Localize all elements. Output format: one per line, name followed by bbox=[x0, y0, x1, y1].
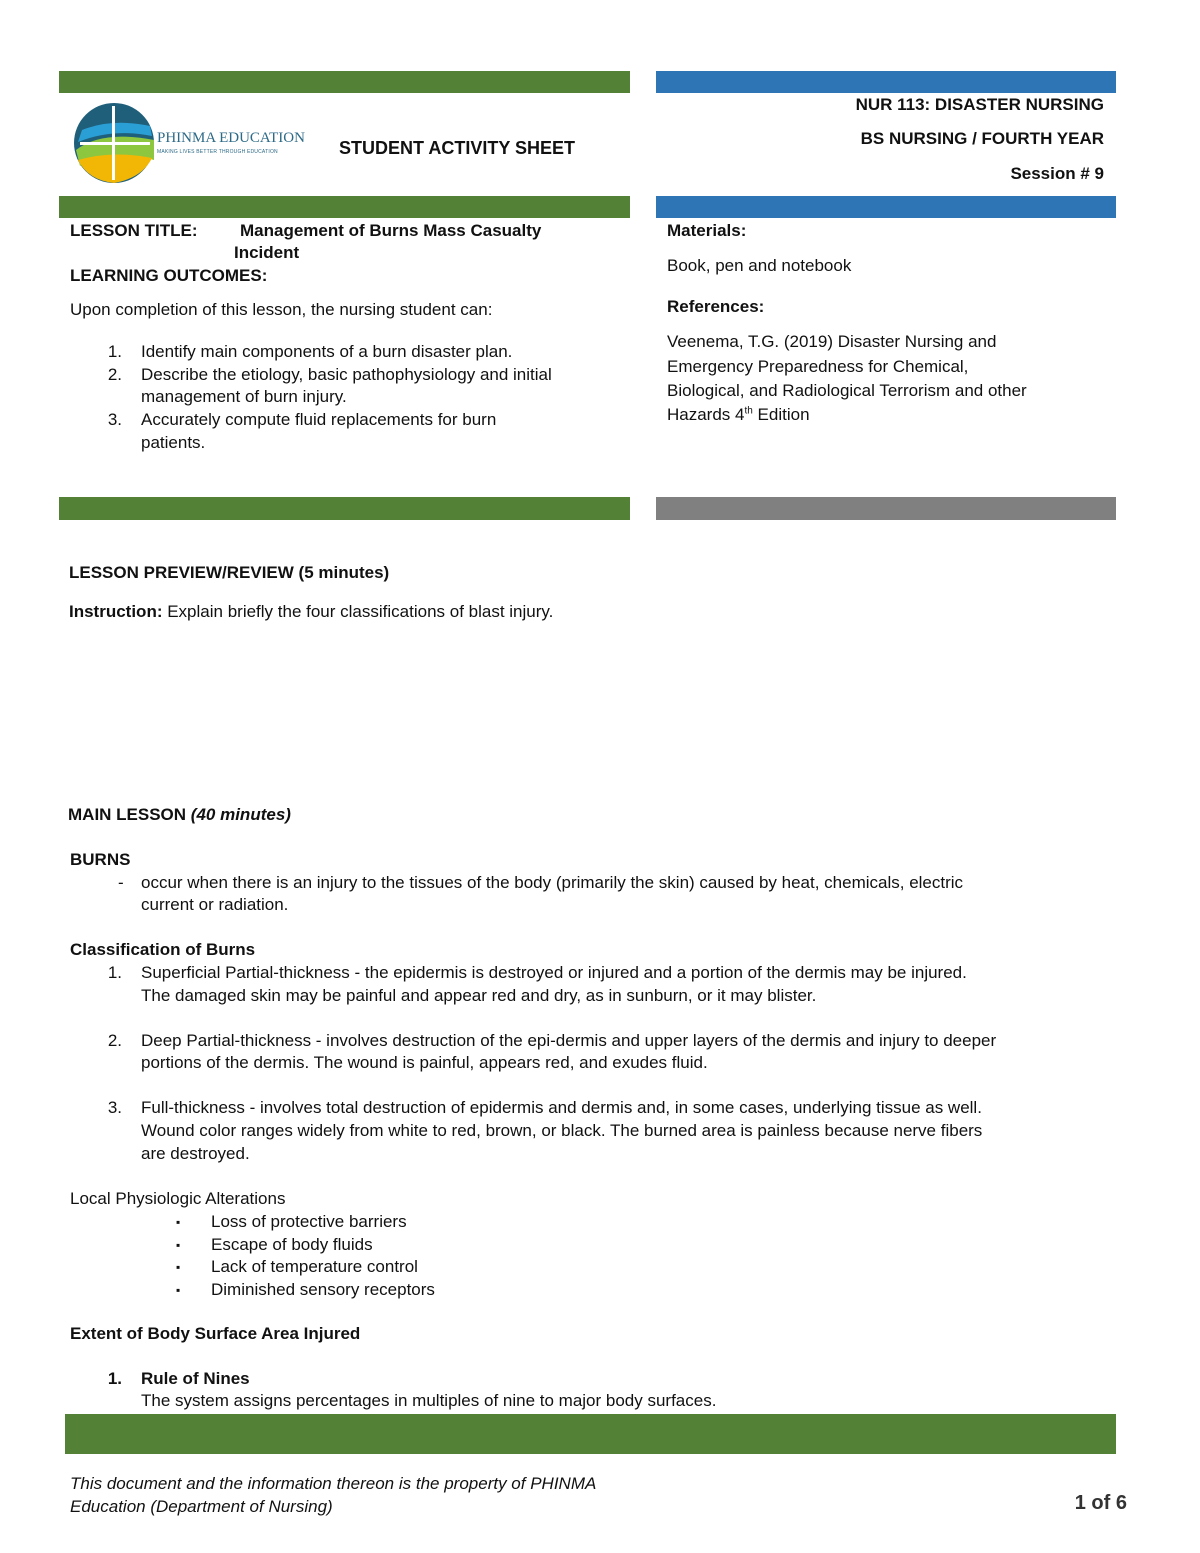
lesson-title-line1: Management of Burns Mass Casualty bbox=[240, 221, 542, 240]
classification-number: 1. bbox=[107, 963, 122, 982]
divider-bar-right bbox=[656, 497, 1116, 520]
sheet-title: STUDENT ACTIVITY SHEET bbox=[339, 138, 576, 158]
alteration-item: Lack of temperature control bbox=[211, 1257, 418, 1276]
program-year: BS NURSING / FOURTH YEAR bbox=[860, 129, 1104, 148]
outcome-item: Accurately compute fluid replacements for burn bbox=[141, 410, 497, 429]
reference-line: Emergency Preparedness for Chemical, bbox=[667, 357, 969, 376]
bullet-icon: ▪ bbox=[176, 1238, 181, 1252]
lesson-preview-heading: LESSON PREVIEW/REVIEW (5 minutes) bbox=[69, 563, 390, 582]
instruction-label: Instruction: bbox=[69, 602, 163, 621]
burns-heading: BURNS bbox=[70, 850, 131, 869]
outcome-number: 1. bbox=[107, 342, 122, 361]
outcome-item: Identify main components of a burn disaster plan. bbox=[141, 342, 513, 361]
classification-item-cont: Wound color ranges widely from white to red, brown, or black. The burned area is painless because nerve fibers bbox=[141, 1121, 983, 1140]
bullet-icon: ▪ bbox=[176, 1283, 181, 1297]
outcome-number: 3. bbox=[107, 410, 122, 429]
classification-number: 3. bbox=[107, 1098, 122, 1117]
header-bar-right bbox=[656, 71, 1116, 93]
reference-edition-suffix: Edition bbox=[752, 405, 810, 424]
rule-number: 1. bbox=[107, 1369, 122, 1388]
reference-line: Biological, and Radiological Terrorism and other bbox=[667, 381, 1027, 400]
alterations-heading: Local Physiologic Alterations bbox=[70, 1189, 286, 1208]
reference-line-last bbox=[667, 404, 810, 426]
outcomes-intro: Upon completion of this lesson, the nursing student can: bbox=[70, 300, 493, 319]
classification-item-cont: are destroyed. bbox=[141, 1144, 250, 1163]
lesson-title-label: LESSON TITLE: bbox=[70, 221, 198, 240]
classification-item-cont: The damaged skin may be painful and appear red and dry, as in sunburn, or it may blister. bbox=[141, 986, 817, 1005]
references-label: References: bbox=[667, 297, 765, 316]
burns-dash: - bbox=[118, 873, 124, 892]
footer-notice-line1: This document and the information thereon is the property of PHINMA bbox=[70, 1474, 597, 1493]
outcome-item-cont: management of burn injury. bbox=[141, 387, 347, 406]
section-bar-right bbox=[656, 196, 1116, 218]
reference-edition-sup: th bbox=[744, 405, 753, 417]
main-lesson-heading bbox=[68, 804, 291, 826]
alteration-item: Diminished sensory receptors bbox=[211, 1280, 435, 1299]
header-bar-left bbox=[59, 71, 630, 93]
divider-bar-left bbox=[59, 497, 630, 520]
logo-tagline: MAKING LIVES BETTER THROUGH EDUCATION bbox=[157, 149, 278, 155]
classification-item: Superficial Partial-thickness - the epidermis is destroyed or injured and a portion of the dermis may be injured. bbox=[141, 963, 967, 982]
outcome-number: 2. bbox=[107, 365, 122, 384]
learning-outcomes-label: LEARNING OUTCOMES: bbox=[70, 266, 268, 285]
reference-edition-prefix: Hazards 4 bbox=[667, 405, 745, 424]
main-lesson-label: MAIN LESSON bbox=[68, 805, 191, 824]
section-bar-left bbox=[59, 196, 630, 218]
logo-text: PHINMA EDUCATION bbox=[157, 130, 305, 146]
bullet-icon: ▪ bbox=[176, 1260, 181, 1274]
classification-item: Full-thickness - involves total destruction of epidermis and dermis and, in some cases, underlying tissue as well. bbox=[141, 1098, 982, 1117]
phinma-logo-icon bbox=[72, 100, 156, 186]
footer-notice-line2: Education (Department of Nursing) bbox=[70, 1497, 333, 1516]
page-number: 1 of 6 bbox=[1074, 1492, 1127, 1514]
instruction-text: Explain briefly the four classifications of blast injury. bbox=[162, 602, 554, 621]
preview-instruction bbox=[69, 601, 553, 623]
burns-definition: occur when there is an injury to the tissues of the body (primarily the skin) caused by heat, chemicals, electric bbox=[141, 873, 964, 892]
classification-item-cont: portions of the dermis. The wound is painful, appears red, and exudes fluid. bbox=[141, 1053, 708, 1072]
classification-number: 2. bbox=[107, 1031, 122, 1050]
phinma-logo bbox=[72, 100, 305, 190]
alteration-item: Loss of protective barriers bbox=[211, 1212, 407, 1231]
session-number: Session # 9 bbox=[1010, 164, 1104, 183]
materials-value: Book, pen and notebook bbox=[667, 256, 852, 275]
burns-definition-cont: current or radiation. bbox=[141, 895, 289, 914]
reference-line: Veenema, T.G. (2019) Disaster Nursing and bbox=[667, 332, 997, 351]
rule-title: Rule of Nines bbox=[141, 1369, 250, 1388]
rule-text: The system assigns percentages in multiples of nine to major body surfaces. bbox=[141, 1391, 717, 1410]
materials-label: Materials: bbox=[667, 221, 747, 240]
course-title: NUR 113: DISASTER NURSING bbox=[855, 95, 1104, 114]
outcome-item: Describe the etiology, basic pathophysiology and initial bbox=[141, 365, 552, 384]
footer-bar bbox=[65, 1414, 1116, 1454]
lesson-title-line2: Incident bbox=[234, 243, 300, 262]
alteration-item: Escape of body fluids bbox=[211, 1235, 373, 1254]
classification-item: Deep Partial-thickness - involves destruction of the epi-dermis and upper layers of the dermis and injury to deeper bbox=[141, 1031, 997, 1050]
bullet-icon: ▪ bbox=[176, 1215, 181, 1229]
outcome-item-cont: patients. bbox=[141, 433, 206, 452]
main-lesson-time: (40 minutes) bbox=[190, 805, 291, 824]
extent-heading: Extent of Body Surface Area Injured bbox=[70, 1324, 361, 1343]
classification-heading: Classification of Burns bbox=[70, 940, 256, 959]
